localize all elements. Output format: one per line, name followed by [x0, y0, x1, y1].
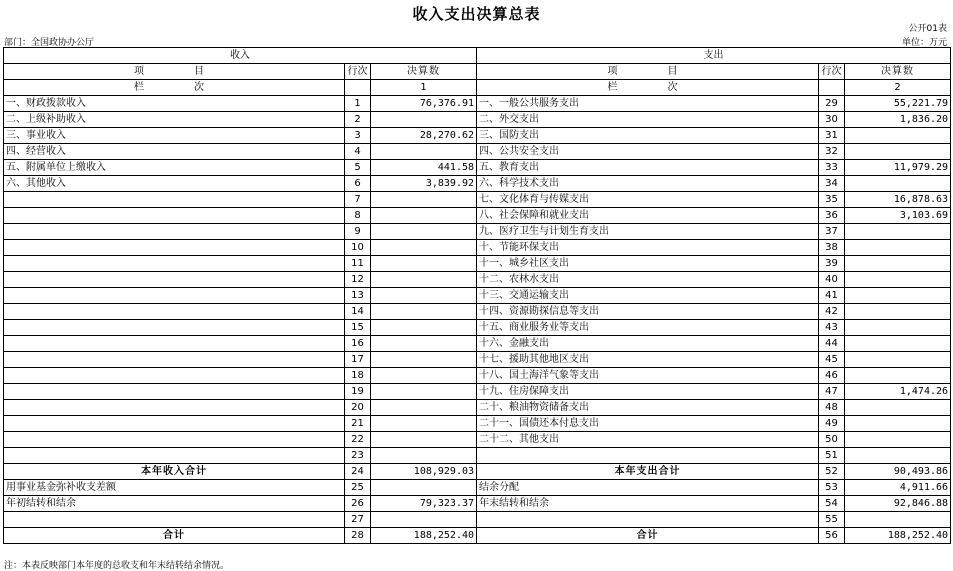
- expense-item-cell: 结余分配: [477, 480, 819, 496]
- income-amount-cell: [371, 224, 477, 240]
- expense-item-cell: 二十二、其他支出: [477, 432, 819, 448]
- income-line-no-cell: 28: [345, 528, 371, 544]
- income-item-cell: 本年收入合计: [4, 464, 345, 480]
- expense-item-cell: 十七、援助其他地区支出: [477, 352, 819, 368]
- expense-line-no-cell: 40: [819, 272, 845, 288]
- income-item-cell: [4, 304, 345, 320]
- expense-item-cell: 五、教育支出: [477, 160, 819, 176]
- table-row: [4, 432, 951, 448]
- income-item-cell: [4, 320, 345, 336]
- expense-amount-cell: [845, 256, 951, 272]
- income-line-no-cell: 13: [345, 288, 371, 304]
- income-amount-cell: [371, 288, 477, 304]
- expense-line-no-cell: 54: [819, 496, 845, 512]
- expense-line-no-blank: [819, 80, 845, 96]
- expense-amount-cell: [845, 400, 951, 416]
- expense-line-no-header: 行次: [819, 64, 845, 80]
- income-line-no-cell: 9: [345, 224, 371, 240]
- table-row: [4, 160, 951, 176]
- income-line-no-cell: 4: [345, 144, 371, 160]
- income-line-no-cell: 20: [345, 400, 371, 416]
- income-amount-cell: 28,270.62: [371, 128, 477, 144]
- expense-item-cell: 八、社会保障和就业支出: [477, 208, 819, 224]
- expense-amount-cell: [845, 512, 951, 528]
- table-row: [4, 384, 951, 400]
- expense-line-no-cell: 33: [819, 160, 845, 176]
- expense-amount-cell: [845, 368, 951, 384]
- expense-line-no-cell: 38: [819, 240, 845, 256]
- expense-line-no-cell: 37: [819, 224, 845, 240]
- income-amount-cell: 108,929.03: [371, 464, 477, 480]
- table-row: [4, 496, 951, 512]
- income-line-no-cell: 1: [345, 96, 371, 112]
- income-line-no-cell: 14: [345, 304, 371, 320]
- expense-line-no-cell: 34: [819, 176, 845, 192]
- expense-line-no-cell: 39: [819, 256, 845, 272]
- income-line-no-cell: 15: [345, 320, 371, 336]
- table-row: [4, 128, 951, 144]
- income-amount-cell: [371, 400, 477, 416]
- income-amount-cell: [371, 448, 477, 464]
- income-amount-cell: [371, 352, 477, 368]
- expense-item-cell: 二十一、国债还本付息支出: [477, 416, 819, 432]
- income-column-number: 1: [371, 80, 477, 96]
- expense-amount-cell: 188,252.40: [845, 528, 951, 544]
- expense-item-cell: 四、公共安全支出: [477, 144, 819, 160]
- expense-item-cell: 九、医疗卫生与计划生育支出: [477, 224, 819, 240]
- expense-item-cell: 二、外交支出: [477, 112, 819, 128]
- expense-line-no-cell: 31: [819, 128, 845, 144]
- income-item-cell: 三、事业收入: [4, 128, 345, 144]
- income-column-index-label: 栏 次: [4, 80, 345, 96]
- expense-line-no-cell: 41: [819, 288, 845, 304]
- income-amount-cell: [371, 112, 477, 128]
- income-line-no-cell: 24: [345, 464, 371, 480]
- table-row: [4, 368, 951, 384]
- income-item-cell: 六、其他收入: [4, 176, 345, 192]
- income-item-cell: 一、财政拨款收入: [4, 96, 345, 112]
- expense-item-cell: 十九、住房保障支出: [477, 384, 819, 400]
- expense-line-no-cell: 50: [819, 432, 845, 448]
- expense-item-cell: [477, 448, 819, 464]
- expense-item-cell: 合计: [477, 528, 819, 544]
- column-header-row: [4, 64, 951, 80]
- expense-amount-cell: [845, 128, 951, 144]
- income-item-cell: 五、附属单位上缴收入: [4, 160, 345, 176]
- income-section-header: 收入: [4, 48, 477, 64]
- expense-item-cell: 十五、商业服务业等支出: [477, 320, 819, 336]
- income-line-no-cell: 26: [345, 496, 371, 512]
- expense-line-no-cell: 30: [819, 112, 845, 128]
- table-row: [4, 336, 951, 352]
- form-code: 公开01表: [908, 24, 947, 34]
- expense-line-no-cell: 52: [819, 464, 845, 480]
- expense-line-no-cell: 47: [819, 384, 845, 400]
- table-row: [4, 224, 951, 240]
- expense-amount-cell: 92,846.88: [845, 496, 951, 512]
- unit-label: 单位：万元: [901, 38, 947, 48]
- income-amount-cell: [371, 304, 477, 320]
- expense-line-no-cell: 49: [819, 416, 845, 432]
- income-line-no-cell: 19: [345, 384, 371, 400]
- table-row: [4, 416, 951, 432]
- expense-line-no-cell: 48: [819, 400, 845, 416]
- table-row: [4, 192, 951, 208]
- expense-amount-cell: [845, 272, 951, 288]
- expense-item-cell: 十四、资源勘探信息等支出: [477, 304, 819, 320]
- income-item-cell: [4, 192, 345, 208]
- table-row: [4, 288, 951, 304]
- income-line-no-cell: 10: [345, 240, 371, 256]
- table-row: [4, 512, 951, 528]
- table-row: [4, 400, 951, 416]
- income-line-no-blank: [345, 80, 371, 96]
- income-line-no-cell: 7: [345, 192, 371, 208]
- expense-amount-cell: [845, 304, 951, 320]
- income-item-cell: [4, 352, 345, 368]
- income-item-cell: [4, 384, 345, 400]
- income-line-no-cell: 22: [345, 432, 371, 448]
- income-line-no-header: 行次: [345, 64, 371, 80]
- table-row: [4, 272, 951, 288]
- income-line-no-cell: 12: [345, 272, 371, 288]
- department-label: 部门：全国政协办公厅: [4, 38, 95, 48]
- expense-item-cell: 一、一般公共服务支出: [477, 96, 819, 112]
- expense-item-cell: 年末结转和结余: [477, 496, 819, 512]
- expense-item-header: 项 目: [477, 64, 819, 80]
- expense-line-no-cell: 46: [819, 368, 845, 384]
- table-row: [4, 448, 951, 464]
- expense-line-no-cell: 32: [819, 144, 845, 160]
- income-item-cell: [4, 432, 345, 448]
- income-line-no-cell: 2: [345, 112, 371, 128]
- expense-line-no-cell: 44: [819, 336, 845, 352]
- income-item-header: 项 目: [4, 64, 345, 80]
- table-row: [4, 352, 951, 368]
- table-row: [4, 112, 951, 128]
- income-amount-cell: [371, 272, 477, 288]
- section-header-row: [4, 48, 951, 64]
- income-amount-cell: [371, 240, 477, 256]
- income-item-cell: [4, 448, 345, 464]
- income-amount-cell: [371, 336, 477, 352]
- income-amount-cell: 76,376.91: [371, 96, 477, 112]
- income-item-cell: [4, 240, 345, 256]
- table-row: [4, 240, 951, 256]
- income-amount-cell: [371, 320, 477, 336]
- income-line-no-cell: 3: [345, 128, 371, 144]
- income-item-cell: [4, 336, 345, 352]
- income-amount-cell: [371, 432, 477, 448]
- income-line-no-cell: 16: [345, 336, 371, 352]
- income-amount-cell: [371, 416, 477, 432]
- expense-amount-header: 决算数: [845, 64, 951, 80]
- expense-amount-cell: 4,911.66: [845, 480, 951, 496]
- income-item-cell: [4, 512, 345, 528]
- income-amount-cell: [371, 512, 477, 528]
- income-amount-cell: [371, 368, 477, 384]
- expense-amount-cell: [845, 288, 951, 304]
- income-item-cell: 四、经营收入: [4, 144, 345, 160]
- expense-line-no-cell: 29: [819, 96, 845, 112]
- table-row: [4, 304, 951, 320]
- income-line-no-cell: 23: [345, 448, 371, 464]
- expense-line-no-cell: 56: [819, 528, 845, 544]
- expense-line-no-cell: 42: [819, 304, 845, 320]
- expense-item-cell: [477, 512, 819, 528]
- income-amount-cell: [371, 384, 477, 400]
- income-item-cell: 年初结转和结余: [4, 496, 345, 512]
- income-line-no-cell: 17: [345, 352, 371, 368]
- table-row: [4, 176, 951, 192]
- table-row: [4, 208, 951, 224]
- footnote: 注：本表反映部门本年度的总收支和年末结转结余情况。: [4, 561, 230, 571]
- income-amount-cell: [371, 144, 477, 160]
- table-row: [4, 144, 951, 160]
- expense-amount-cell: [845, 240, 951, 256]
- income-item-cell: [4, 368, 345, 384]
- income-item-cell: [4, 272, 345, 288]
- income-amount-cell: [371, 192, 477, 208]
- expense-item-cell: 七、文化体育与传媒支出: [477, 192, 819, 208]
- expense-amount-cell: [845, 432, 951, 448]
- table-row: [4, 256, 951, 272]
- expense-amount-cell: 1,836.20: [845, 112, 951, 128]
- expense-item-cell: 三、国防支出: [477, 128, 819, 144]
- income-item-cell: [4, 256, 345, 272]
- table-row: [4, 320, 951, 336]
- income-item-cell: [4, 208, 345, 224]
- expense-item-cell: 本年支出合计: [477, 464, 819, 480]
- income-item-cell: [4, 224, 345, 240]
- table-row: [4, 464, 951, 480]
- expense-item-cell: 十六、金融支出: [477, 336, 819, 352]
- table-row: [4, 480, 951, 496]
- expense-amount-cell: [845, 336, 951, 352]
- expense-item-cell: 二十、粮油物资储备支出: [477, 400, 819, 416]
- expense-amount-cell: [845, 144, 951, 160]
- expense-amount-cell: [845, 448, 951, 464]
- income-amount-cell: 79,323.37: [371, 496, 477, 512]
- expense-line-no-cell: 35: [819, 192, 845, 208]
- income-item-cell: 用事业基金弥补收支差额: [4, 480, 345, 496]
- column-index-row: [4, 80, 951, 96]
- expense-amount-cell: 1,474.26: [845, 384, 951, 400]
- table-row: [4, 528, 951, 544]
- income-line-no-cell: 18: [345, 368, 371, 384]
- expense-amount-cell: 3,103.69: [845, 208, 951, 224]
- income-amount-cell: 3,839.92: [371, 176, 477, 192]
- expense-item-cell: 十二、农林水支出: [477, 272, 819, 288]
- income-item-cell: [4, 416, 345, 432]
- expense-column-index-label: 栏 次: [477, 80, 819, 96]
- expense-column-number: 2: [845, 80, 951, 96]
- income-line-no-cell: 25: [345, 480, 371, 496]
- expense-amount-cell: 90,493.86: [845, 464, 951, 480]
- expense-amount-cell: 11,979.29: [845, 160, 951, 176]
- income-item-cell: 合计: [4, 528, 345, 544]
- expense-line-no-cell: 43: [819, 320, 845, 336]
- expense-item-cell: 十八、国土海洋气象等支出: [477, 368, 819, 384]
- expense-item-cell: 十、节能环保支出: [477, 240, 819, 256]
- expense-amount-cell: 55,221.79: [845, 96, 951, 112]
- income-expense-table: [3, 47, 951, 544]
- income-line-no-cell: 11: [345, 256, 371, 272]
- income-line-no-cell: 27: [345, 512, 371, 528]
- expense-item-cell: 十三、交通运输支出: [477, 288, 819, 304]
- income-line-no-cell: 21: [345, 416, 371, 432]
- expense-amount-cell: [845, 352, 951, 368]
- income-item-cell: 二、上级补助收入: [4, 112, 345, 128]
- income-amount-cell: [371, 256, 477, 272]
- expense-section-header: 支出: [477, 48, 951, 64]
- expense-line-no-cell: 55: [819, 512, 845, 528]
- income-item-cell: [4, 288, 345, 304]
- income-line-no-cell: 6: [345, 176, 371, 192]
- income-amount-header: 决算数: [371, 64, 477, 80]
- income-amount-cell: [371, 208, 477, 224]
- income-item-cell: [4, 400, 345, 416]
- expense-line-no-cell: 45: [819, 352, 845, 368]
- income-amount-cell: [371, 480, 477, 496]
- expense-line-no-cell: 51: [819, 448, 845, 464]
- expense-amount-cell: [845, 320, 951, 336]
- expense-amount-cell: [845, 176, 951, 192]
- expense-line-no-cell: 53: [819, 480, 845, 496]
- income-line-no-cell: 8: [345, 208, 371, 224]
- income-amount-cell: 188,252.40: [371, 528, 477, 544]
- income-amount-cell: 441.58: [371, 160, 477, 176]
- expense-line-no-cell: 36: [819, 208, 845, 224]
- expense-amount-cell: 16,878.63: [845, 192, 951, 208]
- expense-amount-cell: [845, 224, 951, 240]
- expense-item-cell: 十一、城乡社区支出: [477, 256, 819, 272]
- report-title: 收入支出决算总表: [412, 5, 541, 23]
- expense-amount-cell: [845, 416, 951, 432]
- expense-item-cell: 六、科学技术支出: [477, 176, 819, 192]
- table-row: [4, 96, 951, 112]
- income-line-no-cell: 5: [345, 160, 371, 176]
